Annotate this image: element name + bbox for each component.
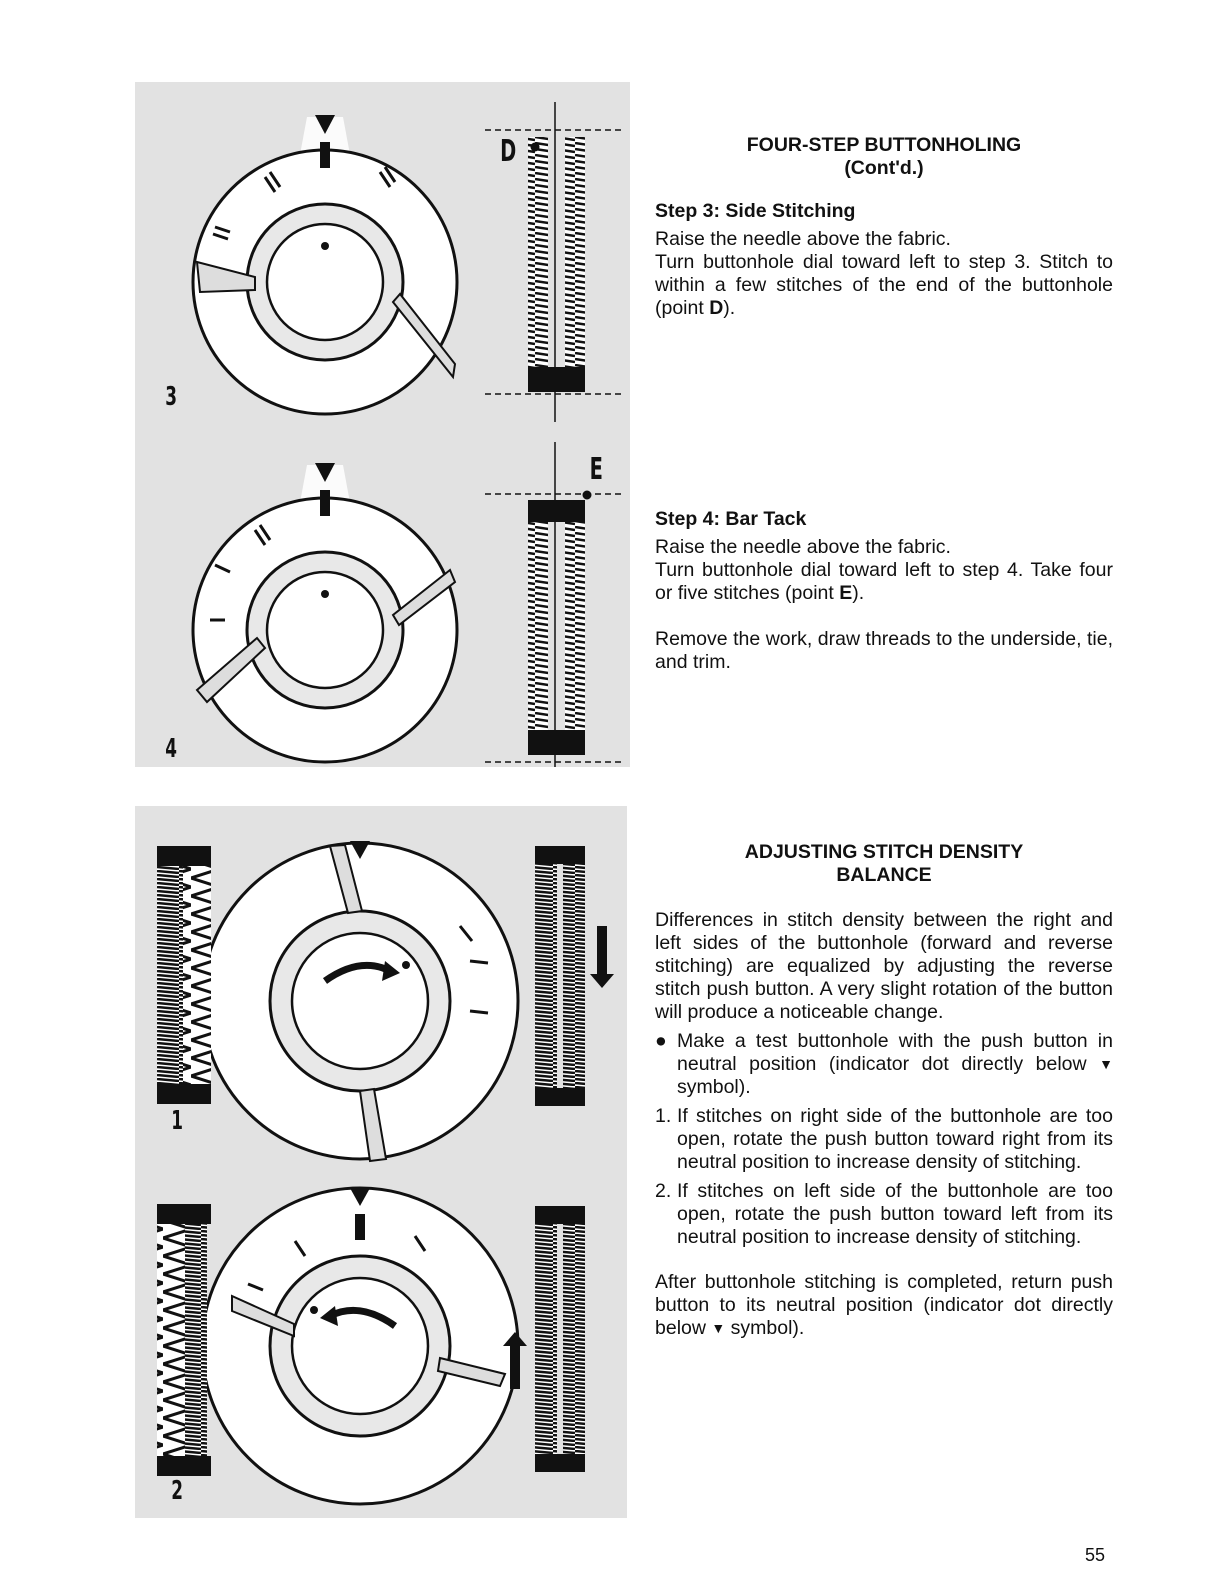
- step3-figure-label: 3: [165, 382, 178, 412]
- list-item: ● Make a test buttonhole with the push button in neutral position (indicator dot directly below ▼ symbol).: [655, 1030, 1113, 1098]
- dial-step4: [193, 463, 457, 762]
- dial-fig1: [202, 841, 518, 1161]
- buttonhole-left-fig1: [157, 846, 211, 1104]
- section-adjusting-stitch-density: [655, 841, 1113, 1340]
- page-number: 55: [1085, 1545, 1106, 1565]
- triangle-symbol-icon: ▼: [711, 1320, 726, 1336]
- bullet-mark: ●: [655, 1030, 667, 1052]
- numbered-list: [655, 1105, 1113, 1249]
- buttonhole-left-fig2: [157, 1204, 211, 1476]
- list-item: 2. If stitches on left side of the buttonhole are too open, rotate the push button toward left from its neutral position to increase density of stitching.: [655, 1180, 1113, 1248]
- dial-step3: [193, 115, 457, 414]
- section2-title-line1: ADJUSTING STITCH DENSITY: [744, 841, 1024, 863]
- step3-heading: Step 3: Side Stitching: [655, 200, 856, 222]
- buttonhole-right-fig1: [535, 846, 614, 1106]
- point-d-label: D: [500, 134, 517, 169]
- dial-illustrations-bottom: [135, 806, 627, 1518]
- section2-intro: Differences in stitch density between the right and left sides of the buttonhole (forward and reverse stitching) are equalized by adjusting the reverse stitch push button. A very slight rotation of the button will produce a noticeable change.: [655, 909, 1113, 1023]
- item-number: 1.: [655, 1105, 672, 1127]
- section1-title-line1: FOUR-STEP BUTTONHOLING: [746, 134, 1022, 156]
- triangle-symbol-icon: ▼: [1099, 1056, 1113, 1072]
- step4-para2: Remove the work, draw threads to the underside, tie, and trim.: [655, 628, 1113, 673]
- step3-point: D: [709, 297, 724, 319]
- figure-panel-top: [135, 82, 630, 767]
- step4-figure-label: 4: [165, 734, 178, 764]
- step4-heading: Step 4: Bar Tack: [655, 508, 807, 530]
- dial-illustrations-top: [135, 82, 630, 767]
- fig2-label: 2: [171, 1476, 184, 1506]
- step4-line1: Raise the needle above the fabric.: [655, 536, 951, 558]
- step4-block: [655, 508, 1113, 674]
- bullet-list: [655, 1030, 1113, 1099]
- step4-point: E: [839, 582, 853, 604]
- step3-line1: Raise the needle above the fabric.: [655, 228, 951, 250]
- figure-panel-bottom: [135, 806, 627, 1518]
- dial-fig2: [202, 1188, 518, 1504]
- step3-block: [655, 200, 1113, 320]
- step4-line2: Turn buttonhole dial toward left to step 4. Take four or five stitches (point E).: [655, 559, 1113, 604]
- section1-title-line2: (Cont'd.): [844, 157, 924, 179]
- section2-closing: After buttonhole stitching is completed, return push button to its neutral position (indicator dot directly below ▼ symbol).: [655, 1271, 1113, 1339]
- list-item: 1. If stitches on right side of the buttonhole are too open, rotate the push button toward right from its neutral position to increase density of stitching.: [655, 1105, 1113, 1173]
- step3-line2: Turn buttonhole dial toward left to step 3. Stitch to within a few stitches of the end of the buttonhole (point D).: [655, 251, 1113, 319]
- buttonhole-right-fig2: [503, 1206, 585, 1472]
- item-number: 2.: [655, 1180, 672, 1202]
- section-four-step-buttonholing: [655, 134, 1113, 320]
- buttonhole-stitch-top: [485, 102, 625, 767]
- fig1-label: 1: [171, 1106, 184, 1136]
- section2-title-line2: BALANCE: [836, 864, 932, 886]
- point-e-label: E: [589, 452, 603, 487]
